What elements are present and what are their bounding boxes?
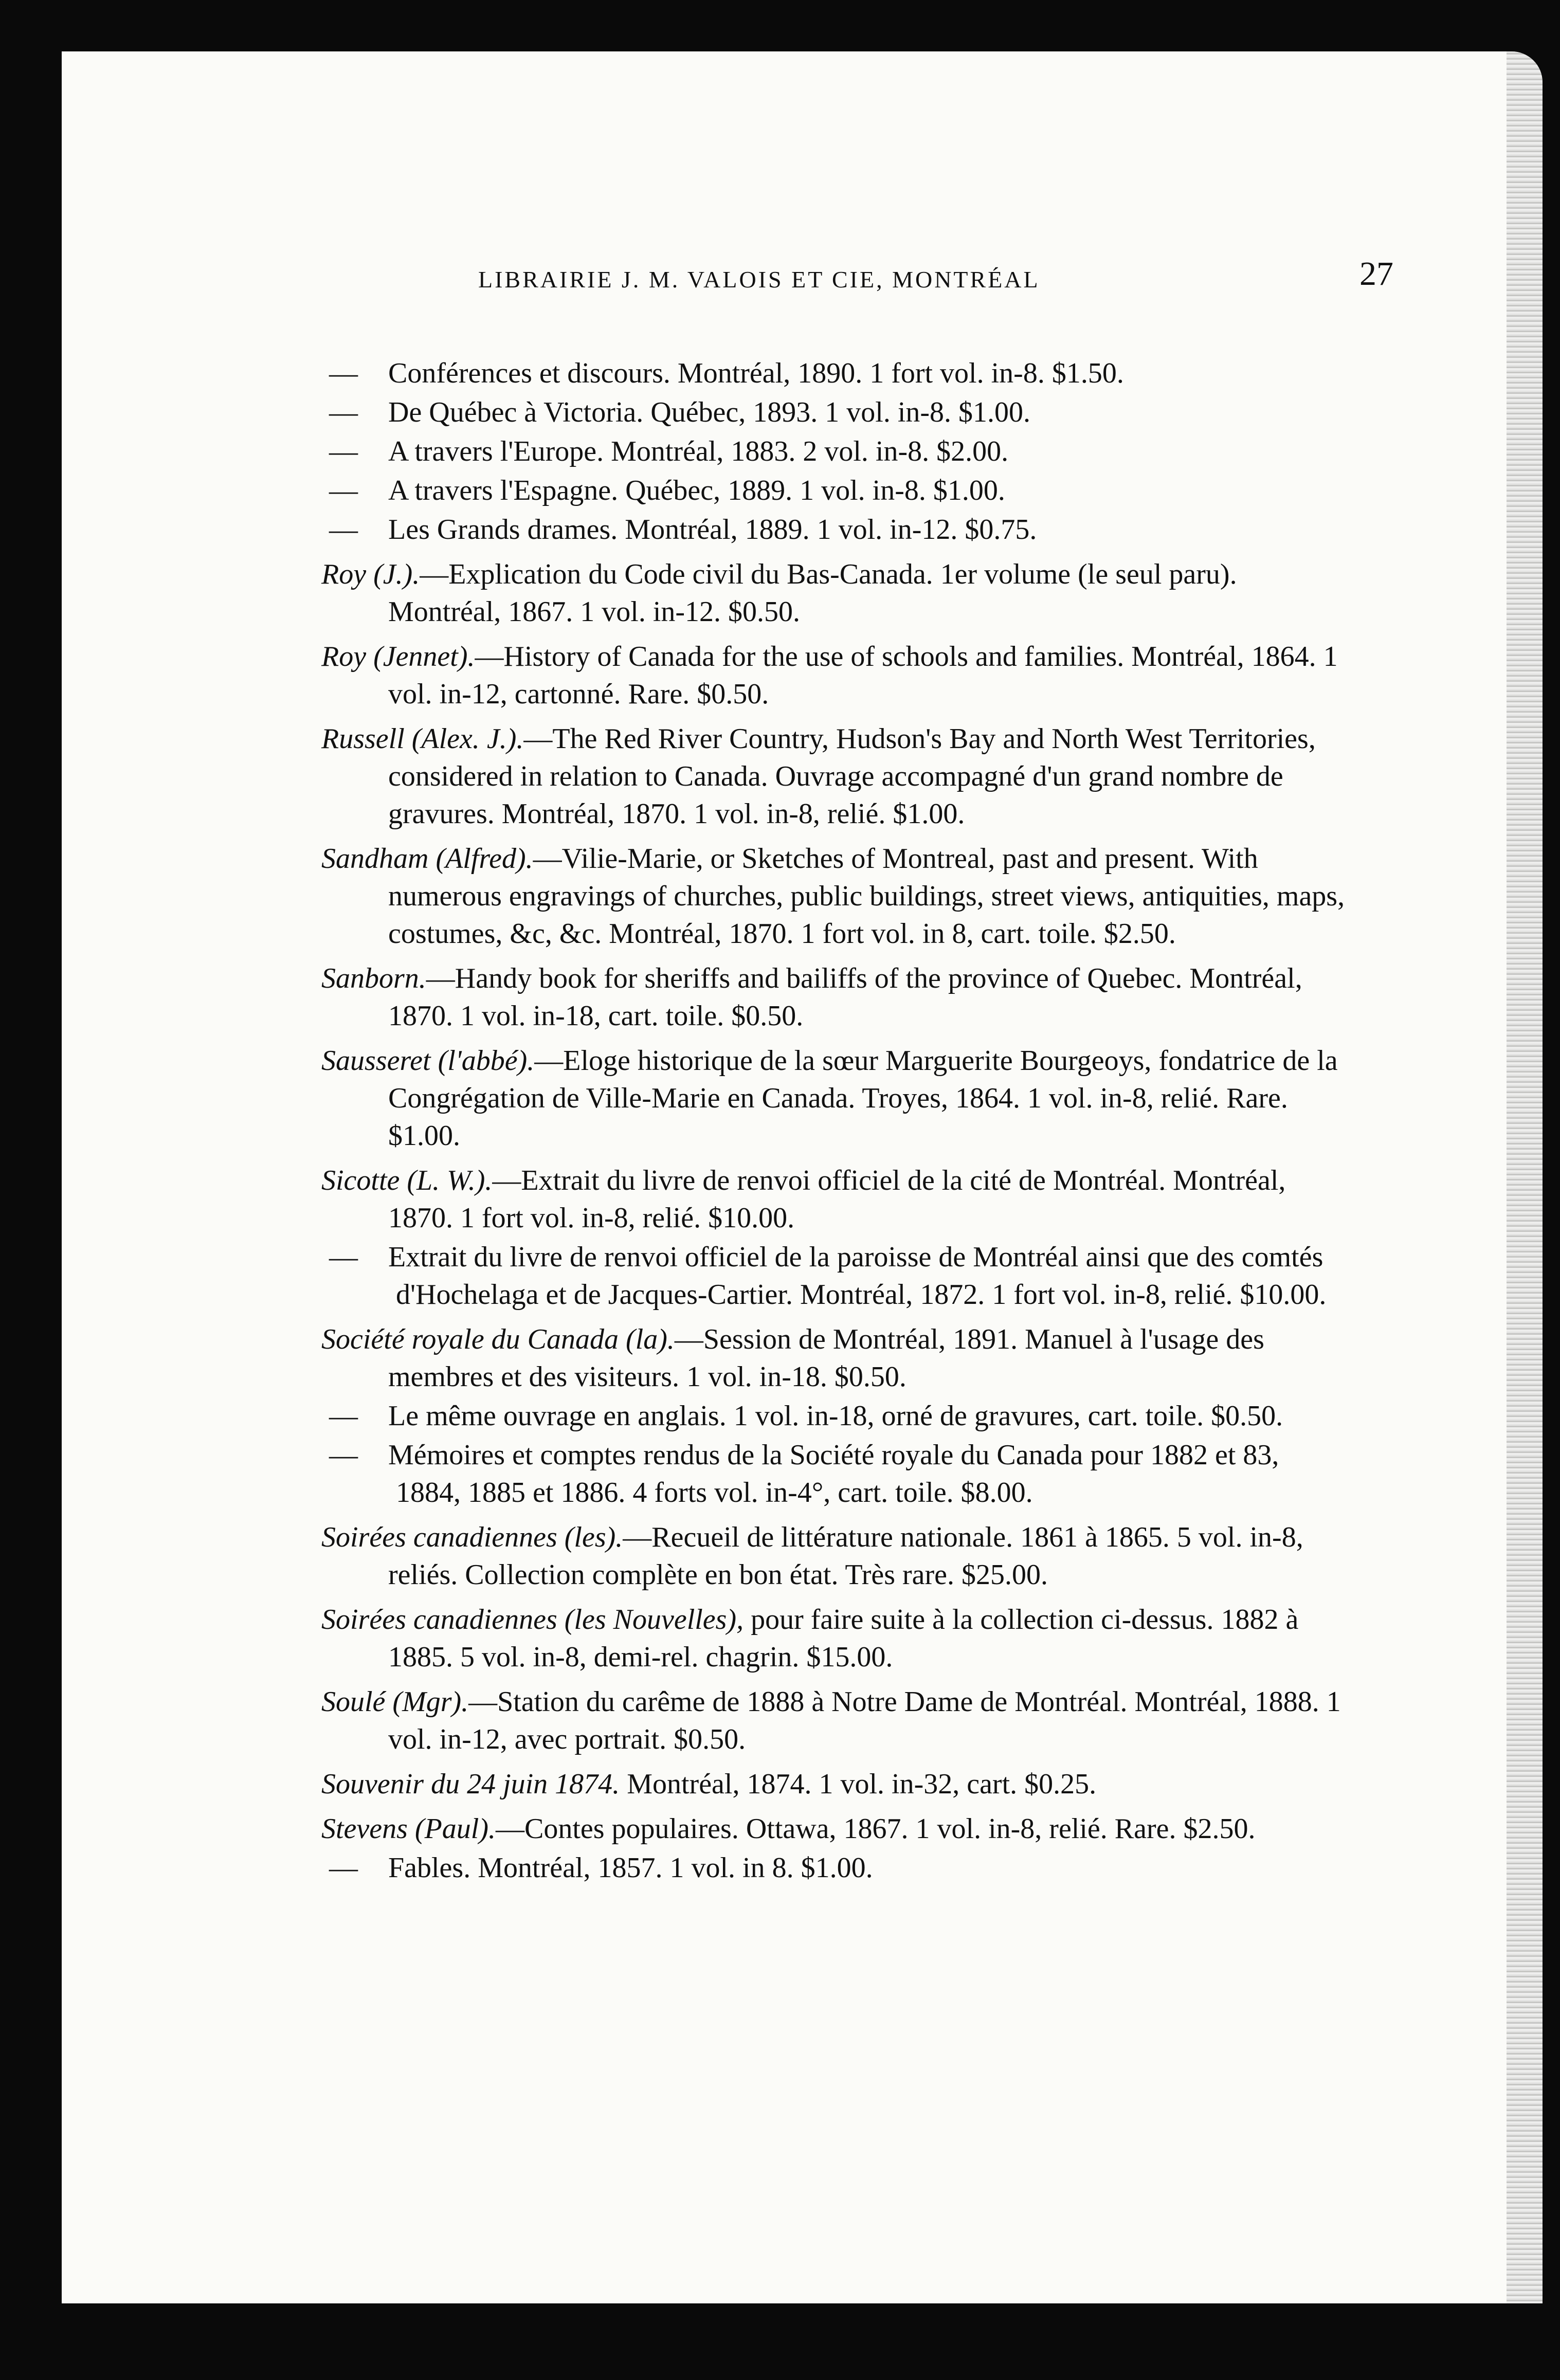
entry-text: —Extrait du livre de renvoi officiel de la cité de Montréal. Montréal, 1870. 1 fort vol. in-8, relié. $10.00.: [388, 1165, 1286, 1234]
entry-text: —Station du carême de 1888 à Notre Dame de Montréal. Montréal, 1888. 1 vol. in-12, avec portrait. $0.50.: [388, 1686, 1341, 1755]
entry-text: Fables. Montréal, 1857. 1 vol. in 8. $1.00.: [388, 1852, 873, 1884]
entry-text: A travers l'Europe. Montréal, 1883. 2 vol. in-8. $2.00.: [388, 435, 1009, 467]
catalog-sub-entry: [329, 1239, 1350, 1314]
entry-text: A travers l'Espagne. Québec, 1889. 1 vol. in-8. $1.00.: [388, 475, 1005, 506]
catalog-sub-entry: [329, 1437, 1350, 1512]
entry-text: —Handy book for sheriffs and bailiffs of the province of Quebec. Montréal, 1870. 1 vol. in-18, cart. toile. $0.50.: [388, 962, 1302, 1032]
catalog-entry: [321, 720, 1350, 833]
catalog-page: [62, 51, 1543, 2303]
page-edge: [1507, 51, 1543, 2303]
entry-author: Sandham (Alfred).: [321, 843, 533, 875]
entry-author: Sicotte (L. W.).: [321, 1165, 493, 1196]
entry-author: Soirées canadiennes (les).: [321, 1521, 623, 1553]
catalog-sub-entry: [329, 511, 1350, 549]
entry-text: —Recueil de littérature nationale. 1861 à 1865. 5 vol. in-8, reliés. Collection complète en bon état. Très rare. $25.00.: [388, 1521, 1303, 1591]
entry-dash: —: [329, 514, 358, 546]
catalog-entry: [321, 1042, 1350, 1155]
catalog-entry: [321, 638, 1350, 713]
catalog-entry: [321, 1766, 1350, 1803]
entry-dash: —: [329, 1439, 358, 1471]
entry-author: Stevens (Paul).: [321, 1813, 496, 1845]
entry-text: —History of Canada for the use of schools and families. Montréal, 1864. 1 vol. in-12, cartonné. Rare. $0.50.: [388, 641, 1338, 710]
entry-author: Société royale du Canada (la).: [321, 1323, 675, 1355]
entry-author: Sanborn.: [321, 962, 426, 994]
catalog-entries: [321, 355, 1350, 1888]
catalog-sub-entry: [329, 472, 1350, 510]
page-number: 27: [1359, 255, 1393, 293]
catalog-entry: [321, 1321, 1350, 1396]
catalog-entry: [321, 1519, 1350, 1594]
entry-dash: —: [329, 1400, 358, 1432]
entry-dash: —: [329, 396, 358, 428]
entry-text: —Explication du Code civil du Bas-Canada. 1er volume (le seul paru). Montréal, 1867. 1 vol. in-12. $0.50.: [388, 558, 1237, 628]
entry-text: pour faire suite à la collection ci-dessus. 1882 à 1885. 5 vol. in-8, demi-rel. chagrin. $15.00.: [388, 1604, 1299, 1673]
catalog-entry: [321, 960, 1350, 1035]
catalog-entry: [321, 1162, 1350, 1237]
entry-text: Les Grands drames. Montréal, 1889. 1 vol. in-12. $0.75.: [388, 514, 1037, 546]
entry-dash: —: [329, 357, 358, 389]
running-title: LIBRAIRIE J. M. VALOIS ET CIE, MONTRÉAL: [478, 266, 1040, 293]
catalog-entry: [321, 840, 1350, 953]
page-header: [416, 255, 1393, 311]
catalog-sub-entry: [329, 394, 1350, 431]
entry-author: Soulé (Mgr).: [321, 1686, 469, 1718]
entry-author: Roy (Jennet).: [321, 641, 475, 673]
entry-author: Roy (J.).: [321, 558, 420, 590]
entry-text: —Contes populaires. Ottawa, 1867. 1 vol. in-8, relié. Rare. $2.50.: [495, 1813, 1256, 1845]
entry-dash: —: [329, 1852, 358, 1884]
entry-text: De Québec à Victoria. Québec, 1893. 1 vol. in-8. $1.00.: [388, 396, 1031, 428]
catalog-sub-entry: [329, 1849, 1350, 1887]
entry-author: Sausseret (l'abbé).: [321, 1045, 535, 1077]
entry-text: Montréal, 1874. 1 vol. in-32, cart. $0.25.: [620, 1768, 1097, 1800]
catalog-entry: [321, 556, 1350, 631]
entry-text: Extrait du livre de renvoi officiel de la paroisse de Montréal ainsi que des comtés d'Hochelaga et de Jacques-Cartier. Montréal, 1872. 1 fort vol. in-8, relié. $10.00.: [388, 1241, 1327, 1311]
entry-dash: —: [329, 435, 358, 467]
entry-text: —Vilie-Marie, or Sketches of Montreal, past and present. With numerous engravings of churches, public buildings, street views, antiquities, maps, costumes, &c, &c. Montréal, 1870. 1 fort vol. in 8, cart. toile. $2.50.: [388, 843, 1345, 950]
entry-author: Russell (Alex. J.).: [321, 723, 524, 755]
catalog-sub-entry: [329, 355, 1350, 392]
catalog-entry: [321, 1601, 1350, 1676]
entry-text: Mémoires et comptes rendus de la Société royale du Canada pour 1882 et 83, 1884, 1885 et 1886. 4 forts vol. in-4°, cart. toile. $8.00.: [388, 1439, 1279, 1509]
catalog-sub-entry: [329, 433, 1350, 470]
entry-text: —The Red River Country, Hudson's Bay and North West Territories, considered in relation to Canada. Ouvrage accompagné d'un grand nombre de gravures. Montréal, 1870. 1 vol. in-8, relié. $1.00.: [388, 723, 1316, 830]
entry-text: —Eloge historique de la sœur Marguerite Bourgeoys, fondatrice de la Congrégation de Ville-Marie en Canada. Troyes, 1864. 1 vol. in-8, relié. Rare. $1.00.: [388, 1045, 1338, 1152]
entry-text: Conférences et discours. Montréal, 1890. 1 fort vol. in-8. $1.50.: [388, 357, 1124, 389]
entry-dash: —: [329, 1241, 358, 1273]
catalog-sub-entry: [329, 1397, 1350, 1435]
entry-text: —Session de Montréal, 1891. Manuel à l'usage des membres et des visiteurs. 1 vol. in-18. $0.50.: [388, 1323, 1264, 1393]
entry-author: Soirées canadiennes (les Nouvelles),: [321, 1604, 744, 1636]
catalog-entry: [321, 1683, 1350, 1758]
catalog-entry: [321, 1810, 1350, 1848]
entry-author: Souvenir du 24 juin 1874.: [321, 1768, 620, 1800]
entry-text: Le même ouvrage en anglais. 1 vol. in-18, orné de gravures, cart. toile. $0.50.: [388, 1400, 1283, 1432]
entry-dash: —: [329, 475, 358, 506]
